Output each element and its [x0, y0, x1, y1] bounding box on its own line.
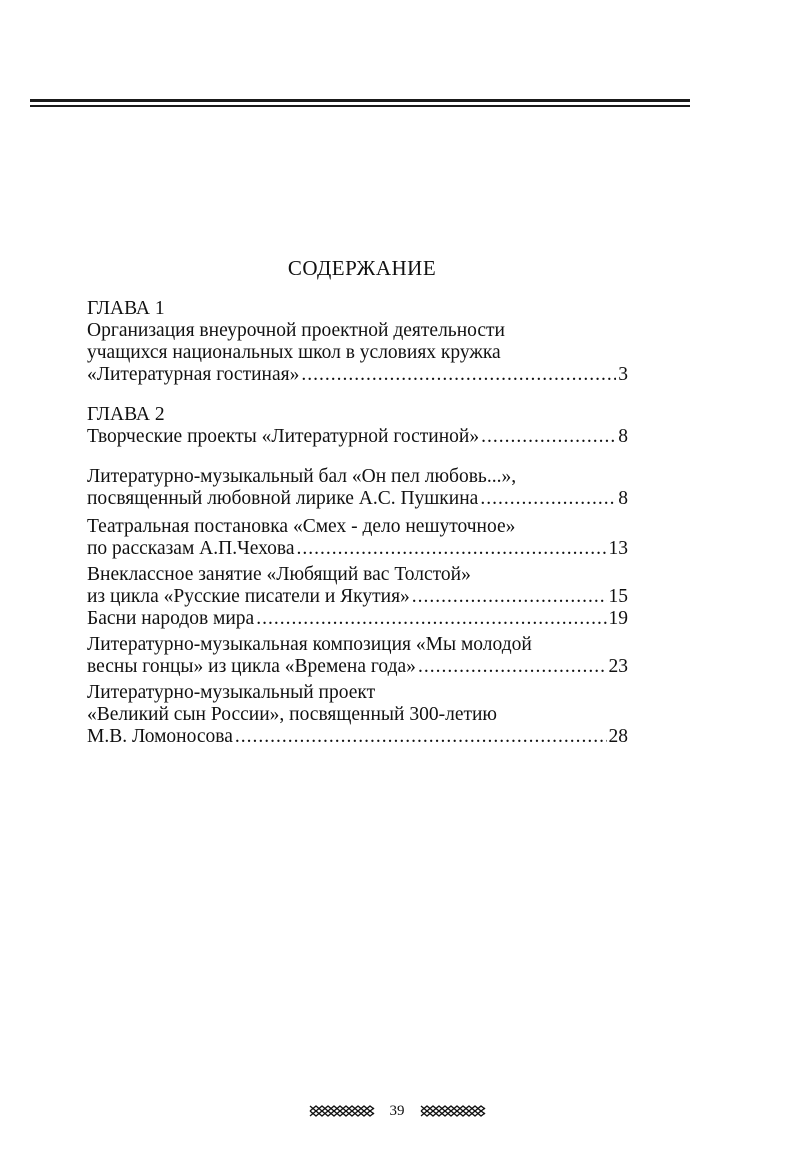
braid-ornament-right-icon [419, 1102, 487, 1120]
toc-entry-pushkin-ball [87, 466, 628, 510]
entry-last-line [87, 608, 628, 630]
entry-last-line [87, 538, 628, 560]
page-ref: 3 [618, 364, 628, 385]
entry-line: «Великий сын России», посвященный 300-летию [87, 704, 497, 725]
toc-entry-lomonosov-project [87, 682, 628, 748]
toc-entry-chapter-1 [87, 298, 628, 386]
entry-line: по рассказам А.П.Чехова [87, 538, 295, 559]
entry-line: Организация внеурочной проектной деятельности [87, 320, 505, 341]
page-ref: 23 [608, 656, 628, 677]
toc-entry-fables [87, 608, 628, 630]
entry-line: Литературно-музыкальная композиция «Мы молодой [87, 634, 532, 655]
dot-leader [412, 586, 607, 608]
entry-line: Басни народов мира [87, 608, 255, 629]
dot-leader [301, 364, 616, 386]
entry-line: Литературно-музыкальный бал «Он пел любовь...», [87, 466, 517, 487]
entry-line: из цикла «Русские писатели и Якутия» [87, 586, 410, 607]
entry-last-line [87, 726, 628, 748]
chapter-heading: ГЛАВА 1 [87, 298, 165, 319]
dot-leader [297, 538, 607, 560]
entry-last-line [87, 656, 628, 678]
page-ref: 8 [618, 488, 628, 509]
page-ref: 15 [608, 586, 628, 607]
toc-entry-tolstoy-lesson [87, 564, 628, 608]
dot-leader [418, 656, 607, 678]
entry-line: Литературно-музыкальный проект [87, 682, 376, 703]
entry-last-line [87, 426, 628, 448]
page-ref: 8 [618, 426, 628, 447]
dot-leader [480, 488, 616, 510]
page-ref: 28 [608, 726, 628, 747]
top-rule-thin [30, 105, 690, 107]
page-footer [0, 1096, 794, 1126]
page-ref: 19 [608, 608, 628, 629]
entry-line: посвященный любовной лирике А.С. Пушкина [87, 488, 479, 509]
entry-line: Творческие проекты «Литературной гостиной» [87, 426, 480, 447]
page-ref: 13 [608, 538, 628, 559]
entry-last-line [87, 586, 628, 608]
entry-line: весны гонцы» из цикла «Времена года» [87, 656, 416, 677]
braid-ornament-left-icon [308, 1102, 376, 1120]
entry-line: Внеклассное занятие «Любящий вас Толстой» [87, 564, 471, 585]
toc-entry-spring-composition [87, 634, 628, 678]
entry-line: учащихся национальных школ в условиях кружка [87, 342, 501, 363]
dot-leader [256, 608, 606, 630]
toc-entry-chapter-2 [87, 404, 628, 448]
entry-line: М.В. Ломоносова [87, 726, 233, 747]
page-number: 39 [389, 1102, 405, 1119]
dot-leader [481, 426, 616, 448]
top-rule-thick [30, 99, 690, 102]
entry-last-line [87, 364, 628, 386]
entry-last-line [87, 488, 628, 510]
dot-leader [235, 726, 607, 748]
entry-line: «Литературная гостиная» [87, 364, 300, 385]
entry-line: Театральная постановка «Смех - дело нешуточное» [87, 516, 516, 537]
toc-entry-chekhov-play [87, 516, 628, 560]
toc-title: СОДЕРЖАНИЕ [287, 256, 437, 280]
chapter-heading: ГЛАВА 2 [87, 404, 165, 425]
